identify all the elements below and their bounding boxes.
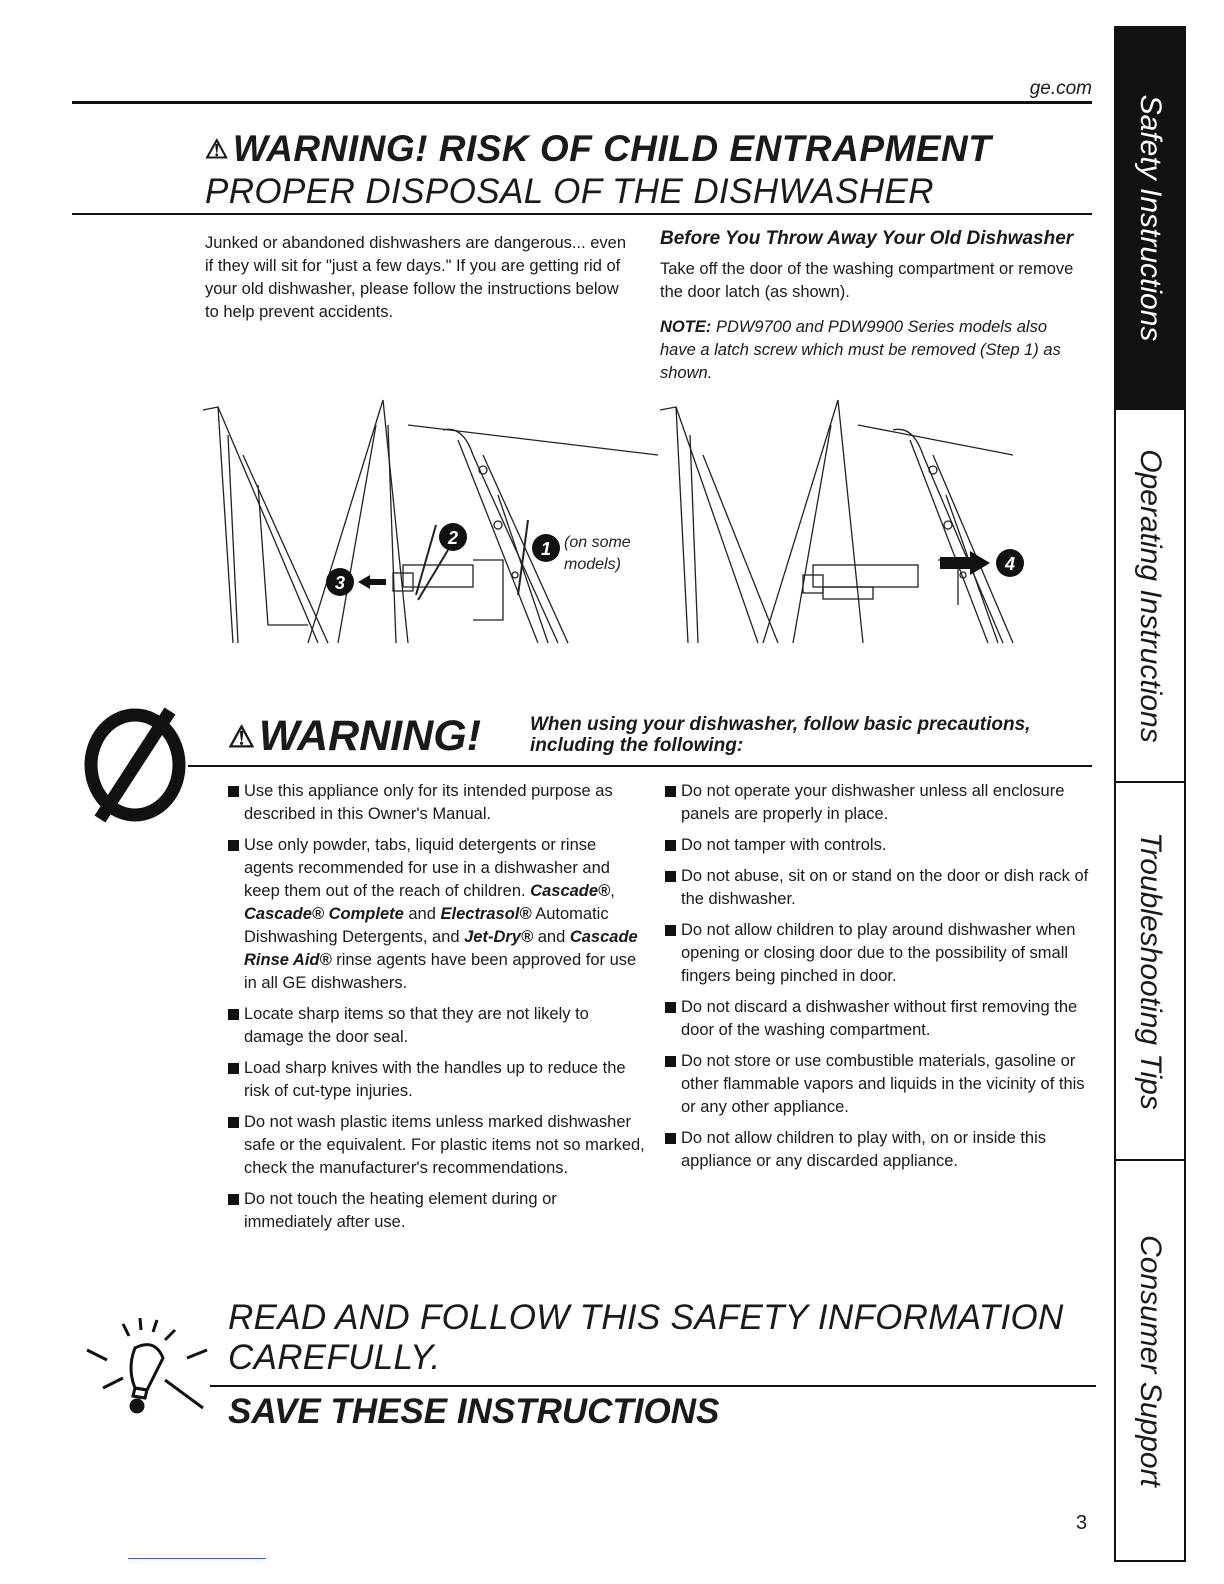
warning-triangle-icon: ⚠: [205, 134, 229, 164]
list-item: Use this appliance only for its intended purpose as described in this Owner's Manual.: [228, 780, 648, 826]
step-1-label: 1: [540, 539, 552, 559]
list-item: Load sharp knives with the handles up to reduce the risk of cut-type injuries.: [228, 1057, 648, 1103]
site-url: ge.com: [1029, 78, 1092, 99]
list-item: Do not tamper with controls.: [665, 834, 1090, 857]
list-item: Do not store or use combustible materials, gasoline or other flammable vapors and liquids in the vicinity of this or any other appliance.: [665, 1050, 1090, 1119]
step-3-arrow: [358, 575, 386, 589]
footer-rule: [210, 1385, 1096, 1387]
top-rule: [72, 101, 1092, 104]
section1-rule: [72, 213, 1092, 215]
list-item: Locate sharp items so that they are not likely to damage the door seal.: [228, 1003, 648, 1049]
attention-lightbulb-icon: [85, 1318, 210, 1418]
precautions-intro: When using your dishwasher, follow basic precautions, including the following:: [530, 714, 1031, 756]
child-entrapment-warning-title: ⚠ WARNING! RISK OF CHILD ENTRAPMENT: [205, 128, 992, 169]
list-item: Do not abuse, sit on or stand on the door or dish rack of the dishwasher.: [665, 865, 1090, 911]
before-you-throw-text: Take off the door of the washing compartment or remove the door latch (as shown).: [660, 260, 1074, 301]
right-diagram: [660, 400, 1016, 643]
step-4-label: 4: [1004, 554, 1016, 574]
disposal-subtitle: PROPER DISPOSAL OF THE DISHWASHER: [205, 172, 934, 211]
step-2-label: 2: [447, 528, 459, 548]
list-item: Do not discard a dishwasher without first removing the door of the washing compartment.: [665, 996, 1090, 1042]
section-tabs: [1114, 26, 1186, 1562]
list-item: Do not operate your dishwasher unless all enclosure panels are properly in place.: [665, 780, 1090, 826]
door-latch-removal-illustration: [198, 395, 1078, 645]
page-number: 3: [1076, 1512, 1088, 1534]
read-follow-heading: READ AND FOLLOW THIS SAFETY INFORMATION CAREFULLY.: [228, 1298, 1064, 1377]
tab-safety-instructions[interactable]: Safety Instructions: [1116, 28, 1184, 410]
basic-precautions-warning-title: ⚠WARNING!: [228, 712, 482, 760]
list-item: Do not allow children to play with, on or inside this appliance or any discarded appliance.: [665, 1127, 1090, 1173]
step-3-label: 3: [334, 573, 346, 593]
tab-operating-instructions[interactable]: Operating Instructions: [1116, 410, 1184, 783]
tab-troubleshooting-tips[interactable]: Troubleshooting Tips: [1116, 783, 1184, 1161]
save-instructions-heading: SAVE THESE INSTRUCTIONS: [228, 1392, 720, 1431]
left-diagram: [203, 400, 658, 643]
list-item: Do not wash plastic items unless marked dishwasher safe or the equivalent. For plastic items not so marked, check the manufacturer's recommendations.: [228, 1111, 648, 1180]
list-item: Do not touch the heating element during or immediately after use.: [228, 1188, 648, 1234]
prohibited-icon: [80, 703, 190, 827]
precautions-right-column: [665, 780, 1090, 1181]
on-some-models-caption: (on some: [564, 534, 631, 551]
tab-consumer-support[interactable]: Consumer Support: [1134, 1234, 1167, 1487]
precautions-left-column: [228, 780, 648, 1242]
step-markers: [326, 523, 1024, 596]
on-some-models-caption-line2: models): [564, 556, 621, 573]
footer-link-underline: [128, 1558, 266, 1559]
list-item: Do not allow children to play around dishwasher when opening or closing door due to the possibility of small fingers being pinched in door.: [665, 919, 1090, 988]
section2-rule: [188, 765, 1092, 767]
warning-triangle-icon: ⚠: [228, 721, 255, 754]
latch-screw-note: NOTE: PDW9700 and PDW9900 Series models also have a latch screw which must be removed (Step 1) as shown.: [660, 318, 1061, 382]
before-you-throw-heading: Before You Throw Away Your Old Dishwasher: [660, 228, 1074, 249]
intro-paragraph: Junked or abandoned dishwashers are dangerous... even if they will sit for "just a few days." If you are getting rid of your old dishwasher, please follow the instructions below to help prevent accidents.: [205, 234, 627, 321]
detergent-list-item: Use only powder, tabs, liquid detergents or rinse agents recommended for use in a dishwasher and keep them out of the reach of children. Cascade®, Cascade® Complete and Electrasol® Automatic Dishwashing Detergents, and Jet-Dry® and Cascade Rinse Aid® rinse agents have been approved for use in all GE dishwashers.: [228, 834, 648, 995]
